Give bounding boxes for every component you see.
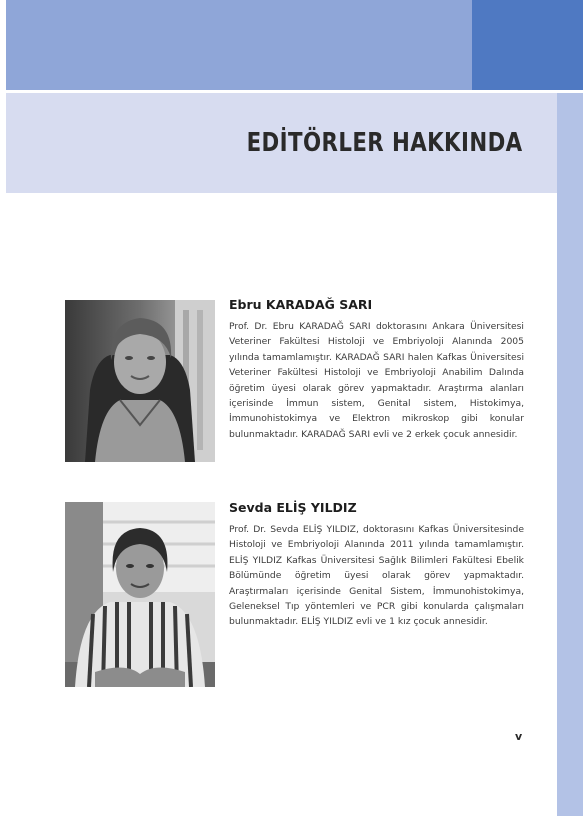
right-side-strip xyxy=(557,93,583,816)
editor-photo-ebru-karadag-sari xyxy=(65,300,215,462)
editor-bio-ebru-karadag-sari xyxy=(229,297,524,442)
header-band-light xyxy=(6,0,472,90)
editor-bio-text: Prof. Dr. Sevda ELİŞ YILDIZ, doktorasını Kafkas Üniversitesinde Histoloji ve Embriyoloji Alanında 2011 yılında tamamlamıştır. ELİŞ YILDIZ Kafkas Üniversitesi Sağlık Bilimleri Fakültesi Ebelik Bölümünde öğretim üyesi olarak görev yapmaktadır. Araştırmaları içerisinde Genital Sistem, İmmunohistokimya, Geleneksel Tıp yöntemleri ve PCR gibi konularda çalışmaları bulunmaktadır. ELİŞ YILDIZ evli ve 1 kız çocuk annesidir. xyxy=(229,524,524,628)
editor-photo-sevda-elis-yildiz xyxy=(65,502,215,687)
page-title: EDİTÖRLER HAKKINDA xyxy=(246,128,523,158)
editor-name: Sevda ELİŞ YILDIZ xyxy=(229,500,357,515)
editor-bio-sevda-elis-yildiz xyxy=(229,500,524,630)
header-band-dark xyxy=(472,0,583,90)
page-number: v xyxy=(515,730,523,743)
editor-name: Ebru KARADAĞ SARI xyxy=(229,297,373,312)
editor-bio-text: Prof. Dr. Ebru KARADAĞ SARI doktorasını Ankara Üniversitesi Veteriner Fakültesi Histoloji ve Embriyoloji Alanında 2005 yılında tamamlamıştır. KARADAĞ SARI halen Kafkas Üniversitesi Veteriner Fakültesi Histoloji ve Embriyoloji Anabilim Dalında öğretim üyesi olarak görev yapmaktadır. Araştırma alanları içerisinde İmmun sistem, Genital sistem, Histokimya, İmmunohistokimya ve Elektron mikroskop gibi konular bulunmaktadır. KARADAĞ SARI evli ve 2 erkek çocuk annesidir. xyxy=(229,321,524,440)
